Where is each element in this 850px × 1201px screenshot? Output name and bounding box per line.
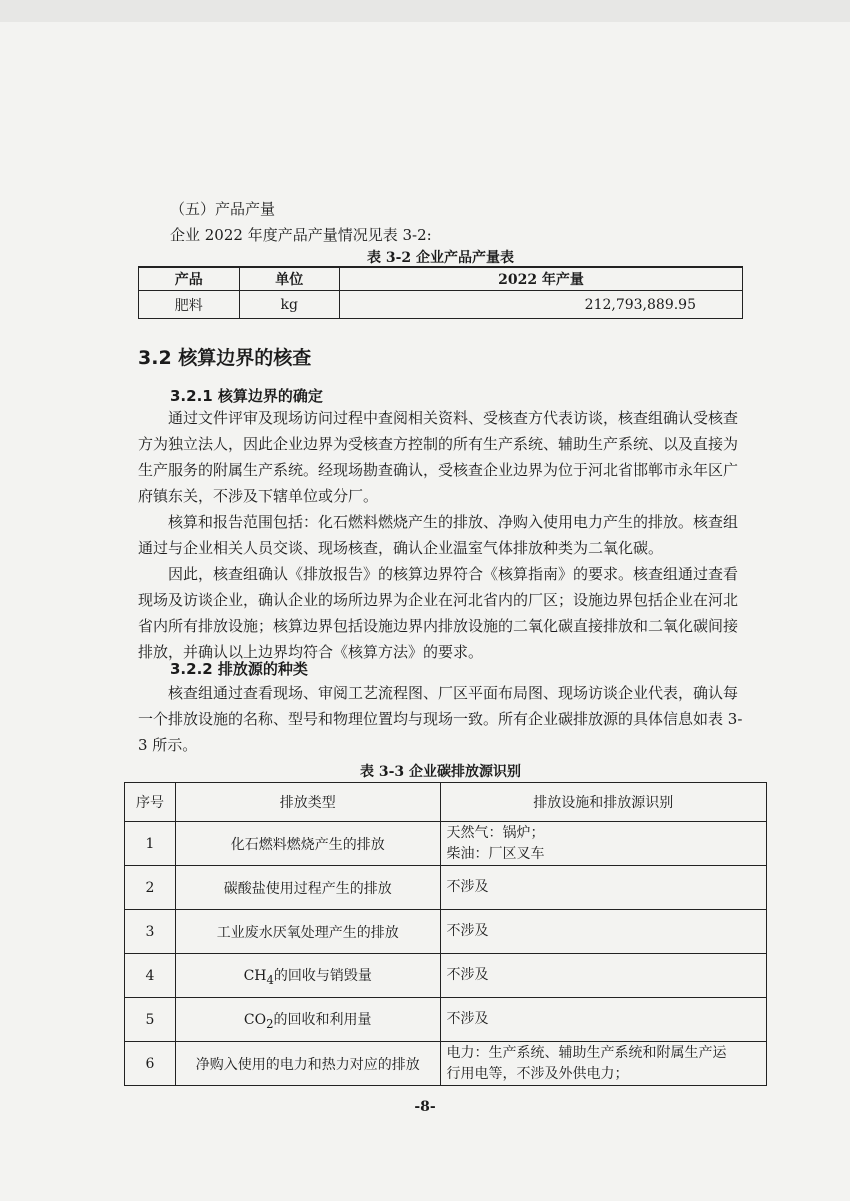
table-row (125, 954, 767, 998)
product-output-intro: 企业 2022 年度产品产量情况见表 3-2: (170, 226, 432, 244)
cell-type: 碳酸盐使用过程产生的排放 (175, 866, 440, 910)
table-row (125, 822, 767, 866)
source-line: 电力：生产系统、辅助生产系统和附属生产运 (446, 1044, 727, 1061)
cell-no: 2 (125, 866, 176, 910)
paragraph: 核算和报告范围包括：化石燃料燃烧产生的排放、净购入使用电力产生的排放。核查组通过与企业相关人员交谈、现场核查，确认企业温室气体排放种类为二氧化碳。 (138, 513, 739, 557)
cell-no: 5 (125, 998, 176, 1042)
cell-source: 不涉及 (440, 998, 766, 1042)
col-header-product: 产品 (139, 267, 240, 291)
formula-subscript: 2 (266, 1016, 274, 1031)
formula-subscript: 4 (266, 972, 274, 987)
cell-source (440, 822, 766, 866)
col-header-source: 排放设施和排放源识别 (440, 783, 766, 822)
col-header-type: 排放类型 (175, 783, 440, 822)
table-row (139, 291, 743, 319)
section-title: 3.2 核算边界的核查 (138, 347, 312, 369)
formula-co: CO (243, 1011, 267, 1028)
paragraph: 因此，核查组确认《排放报告》的核算边界符合《核算指南》的要求。核查组通过查看现场及访谈企业，确认企业的场所边界为企业在河北省内的厂区；设施边界包括企业在河北省内所有排放设施；核算边界包括设施边界内排放设施的二氧化碳直接排放和二氧化碳间接排放，并确认以上边界均符合《核算方法》的要求。 (138, 565, 739, 661)
cell-unit: kg (239, 291, 340, 319)
cell-product: 肥料 (139, 291, 240, 319)
page-number: -8- (414, 1099, 436, 1115)
subsection-title-boundary: 3.2.1 核算边界的确定 (170, 387, 323, 405)
cell-no: 4 (125, 954, 176, 998)
table-row (125, 1042, 767, 1086)
cell-type: 化石燃料燃烧产生的排放 (175, 822, 440, 866)
col-header-no: 序号 (125, 783, 176, 822)
table-header-row (139, 267, 743, 291)
cell-type (175, 998, 440, 1042)
cell-source: 不涉及 (440, 954, 766, 998)
cell-type: 净购入使用的电力和热力对应的排放 (175, 1042, 440, 1086)
cell-source: 不涉及 (440, 866, 766, 910)
product-output-table (138, 266, 743, 319)
table-3-2-caption: 表 3-2 企业产品产量表 (366, 250, 515, 266)
table-header-row (125, 783, 767, 822)
table-row (125, 998, 767, 1042)
type-text: 的回收与销毁量 (273, 967, 372, 984)
source-line: 柴油：厂区叉车 (446, 845, 545, 862)
cell-source (440, 1042, 766, 1086)
scan-top-band (0, 0, 850, 22)
cell-no: 6 (125, 1042, 176, 1086)
cell-no: 1 (125, 822, 176, 866)
paragraph: 通过文件评审及现场访问过程中查阅相关资料、受核查方代表访谈，核查组确认受核查方为独立法人，因此企业边界为受核查方控制的所有生产系统、辅助生产系统、以及直接为生产服务的附属生产系统。经现场勘查确认，受核查企业边界为位于河北省邯郸市永年区广府镇东关，不涉及下辖单位或分厂。 (138, 409, 739, 505)
emission-source-table (124, 782, 767, 1086)
col-header-unit: 单位 (239, 267, 340, 291)
table-row (125, 910, 767, 954)
col-header-output: 2022 年产量 (340, 267, 743, 291)
source-line: 天然气：锅炉； (446, 824, 545, 841)
paragraph: 核查组通过查看现场、审阅工艺流程图、厂区平面布局图、现场访谈企业代表，确认每一个排放设施的名称、型号和物理位置均与现场一致。所有企业碳排放源的具体信息如表 3-3 所示。 (138, 684, 743, 754)
table-row (125, 866, 767, 910)
cell-no: 3 (125, 910, 176, 954)
table-3-3-caption: 表 3-3 企业碳排放源识别 (359, 764, 522, 780)
formula-ch: CH (243, 967, 267, 984)
cell-type (175, 954, 440, 998)
cell-source: 不涉及 (440, 910, 766, 954)
product-output-heading: （五）产品产量 (170, 200, 276, 218)
subsection-title-sources: 3.2.2 排放源的种类 (170, 660, 308, 678)
cell-output: 212,793,889.95 (340, 291, 743, 319)
type-text: 的回收和利用量 (273, 1011, 372, 1028)
cell-type: 工业废水厌氧处理产生的排放 (175, 910, 440, 954)
source-line: 行用电等，不涉及外供电力； (446, 1065, 629, 1082)
